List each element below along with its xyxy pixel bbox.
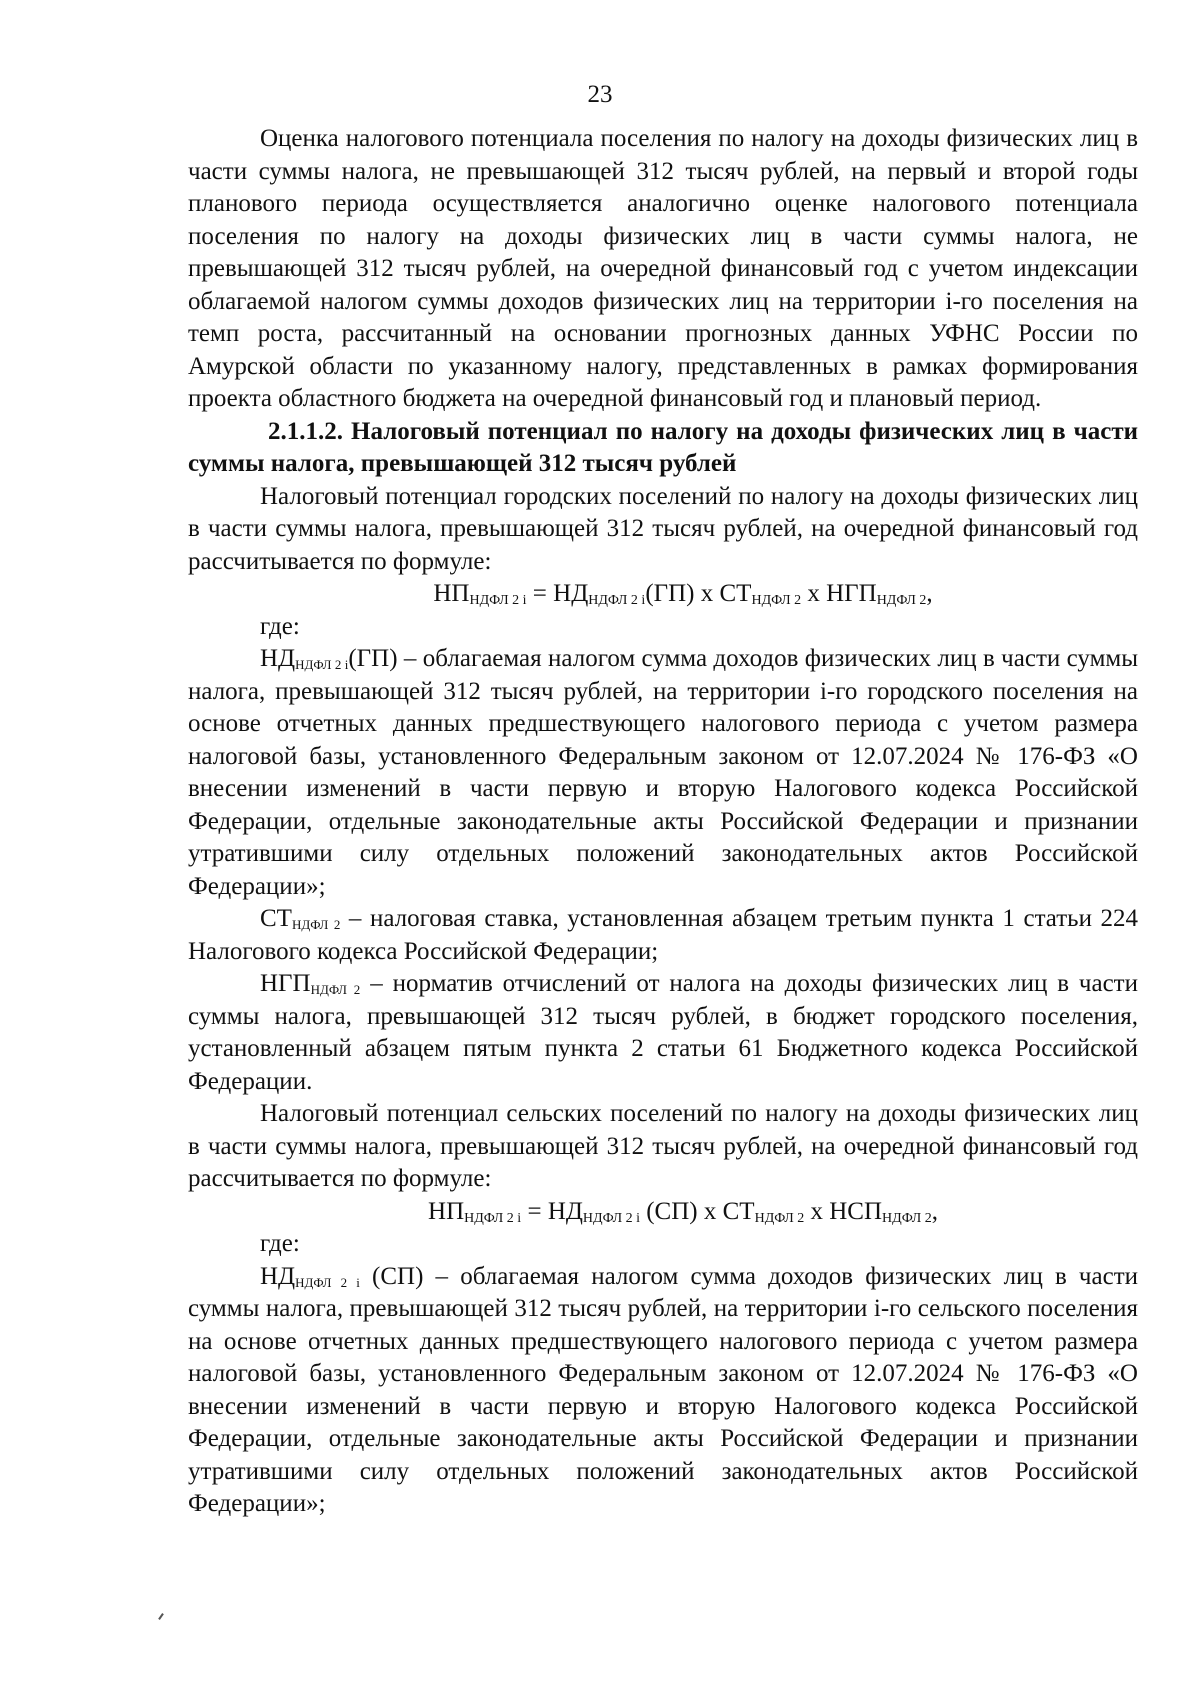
formula-urban-settlements: [188, 578, 1138, 611]
formula-np-subscript: НДФЛ 2 i: [469, 593, 527, 608]
formula-np-subscript: НДФЛ 2 i: [464, 1210, 522, 1226]
definition-term-subscript: НДФЛ 2 i: [295, 657, 349, 672]
formula-nd-subscript: НДФЛ 2 i: [588, 593, 646, 608]
formula-ngp-symbol: НГП: [826, 580, 877, 607]
formula-end: ,: [926, 580, 933, 607]
section-heading: 2.1.1.2. Налоговый потенциал по налогу на доходы физических лиц в части суммы налога, превышающей 312 тысяч рублей: [188, 417, 1138, 477]
formula-ngp-subscript: НДФЛ 2: [876, 593, 927, 608]
formula-multiply: x: [804, 1197, 830, 1225]
formula-nd-symbol: НД: [553, 580, 589, 607]
formula-st-subscript: НДФЛ 2: [751, 593, 802, 608]
paragraph-assessment-planning-period: Оценка налогового потенциала поселения по налогу на доходы физических лиц в части суммы налога, не превышающей 312 тысяч рублей, на первый и второй годы планового периода осуществляется аналогично оценке налогового потенциала поселения по налогу на доходы физических лиц в части суммы налога, не превышающей 312 тысяч рублей, на очередной финансовый год с учетом индексации облагаемой налогом суммы доходов физических лиц на территории i-го поселения на темп роста, рассчитанный на основании прогнозных данных УФНС России по Амурской области по указанному налогу, представленных в рамках формирования проекта областного бюджета на очередной финансовый год и плановый период.: [188, 125, 1138, 412]
formula-st-symbol: СТ: [722, 1197, 755, 1225]
definition-text: – облагаемая налогом сумма доходов физических лиц в части суммы налога, превышающей 312 тысяч рублей, на территории i-го городского поселения на основе отчетных данных предшествующего налогового периода с учетом размера налоговой базы, установленного Федеральным законом от 12.07.2024 № 176-ФЗ «О внесении изменений в части первую и вторую Налогового кодекса Российской Федерации, отдельные законодательные акты Российской Федерации и признании утратившими силу отдельных положений законодательных актов Российской Федерации»;: [188, 645, 1139, 900]
formula-nsp-subscript: НДФЛ 2: [882, 1210, 932, 1226]
definition-term: СТ: [260, 905, 292, 932]
definition-nd-rural: [188, 1261, 1138, 1521]
definition-term-argument: (СП): [359, 1262, 424, 1290]
formula-equals: =: [521, 1197, 548, 1225]
formula-end: ,: [931, 1197, 938, 1225]
formula-st-subscript: НДФЛ 2: [754, 1210, 805, 1226]
formula-np-symbol: НП: [433, 580, 470, 607]
scan-speck: [158, 1613, 164, 1620]
paragraph-urban-potential-intro: Налоговый потенциал городских поселений по налогу на доходы физических лиц в части суммы налога, превышающей 312 тысяч рублей, на очередной финансовый год рассчитывается по формуле:: [188, 482, 1138, 575]
formula-multiply: x: [694, 580, 720, 607]
formula-np-symbol: НП: [428, 1197, 465, 1225]
where-label: где:: [260, 612, 300, 640]
formula-nd-argument: (ГП): [645, 580, 695, 607]
definition-term-argument: (ГП): [348, 645, 398, 672]
definition-term-subscript: НДФЛ 2: [310, 982, 361, 997]
formula-st-symbol: СТ: [719, 580, 752, 607]
formula-equals: =: [526, 580, 554, 607]
definition-nd-urban: [188, 643, 1138, 903]
formula-rural-settlements: [188, 1196, 1138, 1229]
page-body: [188, 123, 1138, 1521]
formula-nd-subscript: НДФЛ 2 i: [582, 1210, 640, 1226]
paragraph-rural-potential-intro: Налоговый потенциал сельских поселений по налогу на доходы физических лиц в части суммы налога, превышающей 312 тысяч рублей, на очередной финансовый год рассчитывается по формуле:: [188, 1100, 1138, 1192]
definition-ngp-norm: [188, 968, 1138, 1098]
definition-text: – облагаемая налогом сумма доходов физических лиц в части суммы налога, превышающей 312 тысяч рублей, на территории i-го сельского поселения на основе отчетных данных предшествующего налогового периода с учетом размера налоговой базы, установленного Федеральным законом от 12.07.2024 № 176-ФЗ «О внесении изменений в части первую и вторую Налогового кодекса Российской Федерации, отдельные законодательные акты Российской Федерации и признании утратившими силу отдельных положений законодательных актов Российской Федерации»;: [188, 1262, 1138, 1517]
formula-nd-symbol: НД: [547, 1197, 583, 1225]
definition-term: НД: [260, 1262, 296, 1290]
where-label: где:: [260, 1230, 300, 1257]
definition-text: – норматив отчислений от налога на доходы физических лиц в части суммы налога, превышающей 312 тысяч рублей, в бюджет городского поселения, установленный абзацем пятым пункта 2 статьи 61 Бюджетного кодекса Российской Федерации.: [188, 970, 1138, 1095]
definition-st-rate: [188, 903, 1138, 968]
definition-term: НГП: [260, 970, 311, 997]
definition-term-subscript: НДФЛ 2: [291, 917, 341, 932]
formula-multiply: x: [801, 580, 827, 607]
formula-nsp-symbol: НСП: [829, 1197, 883, 1225]
page-number: 23: [587, 81, 613, 108]
definition-text: – налоговая ставка, установленная абзацем третьим пункта 1 статьи 224 Налогового кодекса Российской Федерации;: [188, 905, 1138, 965]
definition-term: НД: [260, 645, 296, 672]
formula-multiply: x: [697, 1197, 723, 1225]
formula-nd-argument: (СП): [639, 1197, 698, 1225]
definition-term-subscript: НДФЛ 2 i: [295, 1274, 360, 1290]
